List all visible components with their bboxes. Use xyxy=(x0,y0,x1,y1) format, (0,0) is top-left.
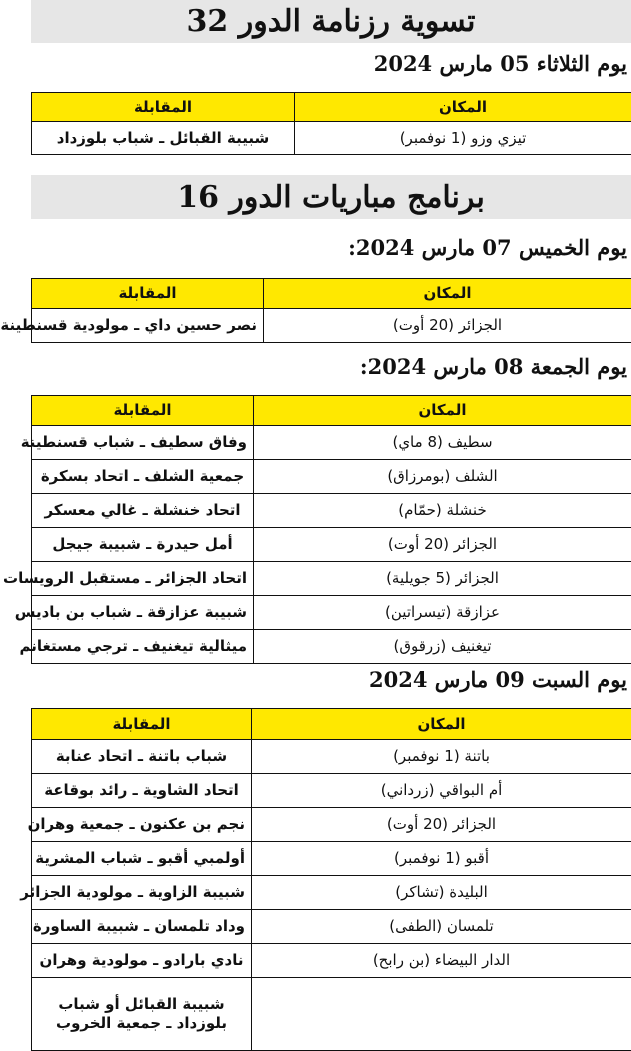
fixture-table-friday xyxy=(31,395,631,664)
fixture-table-tuesday xyxy=(31,92,631,155)
match-cell: نادي بارادو ـ مولودية وهران xyxy=(32,944,252,978)
venue-cell: الشلف (بومرزاق) xyxy=(254,460,631,494)
match-cell: جمعية الشلف ـ اتحاد بسكرة xyxy=(32,460,254,494)
match-cell: اتحاد خنشلة ـ غالي معسكر xyxy=(32,494,254,528)
table-header-row xyxy=(32,709,631,740)
header-venue: المكان xyxy=(264,279,631,309)
table-row xyxy=(32,494,631,528)
venue-cell: سطيف (8 ماي) xyxy=(254,426,631,460)
table-row xyxy=(32,562,631,596)
table-row xyxy=(32,978,631,1051)
venue-cell: تيغنيف (زرقوق) xyxy=(254,630,631,664)
header-venue: المكان xyxy=(254,396,631,426)
venue-cell: الجزائر (5 جويلية) xyxy=(254,562,631,596)
section-title-round-32: تسوية رزنامة الدور 32 xyxy=(31,0,631,43)
venue-cell: الجزائر (20 أوت) xyxy=(254,528,631,562)
match-cell: وداد تلمسان ـ شبيبة الساورة xyxy=(32,910,252,944)
venue-cell: الدار البيضاء (بن رابح) xyxy=(252,944,631,978)
table-row xyxy=(32,944,631,978)
table-row xyxy=(32,630,631,664)
venue-cell: باتنة (1 نوفمبر) xyxy=(252,740,631,774)
table-row xyxy=(32,842,631,876)
venue-cell: الجزائر (20 أوت) xyxy=(252,808,631,842)
match-cell: ميثالية تيغنيف ـ ترجي مستغانم xyxy=(32,630,254,664)
match-cell: اتحاد الشاوية ـ رائد بوقاعة xyxy=(32,774,252,808)
venue-cell: أم البواقي (زرداني) xyxy=(252,774,631,808)
table-row xyxy=(32,876,631,910)
match-cell: شبيبة عزازقة ـ شباب بن باديس xyxy=(32,596,254,630)
venue-cell: تيزي وزو (1 نوفمبر) xyxy=(295,122,631,155)
venue-cell: تلمسان (الطفى) xyxy=(252,910,631,944)
header-match: المقابلة xyxy=(32,93,295,122)
venue-cell: أقبو (1 نوفمبر) xyxy=(252,842,631,876)
match-cell: نصر حسين داي ـ مولودية قسنطينة xyxy=(32,309,264,343)
fixture-table-saturday xyxy=(31,708,631,1051)
fixture-table-thursday xyxy=(31,278,631,343)
header-venue: المكان xyxy=(295,93,631,122)
day-label-thursday: يوم الخميس 07 مارس 2024: xyxy=(35,234,627,262)
table-row xyxy=(32,808,631,842)
table-row xyxy=(32,910,631,944)
day-label-tuesday: يوم الثلاثاء 05 مارس 2024 xyxy=(35,50,627,78)
match-cell: أمل حيدرة ـ شبيبة جيجل xyxy=(32,528,254,562)
table-header-row xyxy=(32,396,631,426)
match-cell: شبيبة الزاوية ـ مولودية الجزائر xyxy=(32,876,252,910)
table-row xyxy=(32,740,631,774)
table-row xyxy=(32,309,631,343)
table-row xyxy=(32,426,631,460)
venue-cell: عزازقة (تيسراتين) xyxy=(254,596,631,630)
table-row xyxy=(32,596,631,630)
table-row xyxy=(32,122,631,155)
match-cell: نجم بن عكنون ـ جمعية وهران xyxy=(32,808,252,842)
match-cell: وفاق سطيف ـ شباب قسنطينة xyxy=(32,426,254,460)
table-row xyxy=(32,774,631,808)
section-title-round-16: برنامج مباريات الدور 16 xyxy=(31,175,631,219)
venue-cell: البليدة (تشاكر) xyxy=(252,876,631,910)
table-row xyxy=(32,528,631,562)
table-header-row xyxy=(32,93,631,122)
match-cell: اتحاد الجزائر ـ مستقبل الرويسات xyxy=(32,562,254,596)
match-cell: شباب باتنة ـ اتحاد عنابة xyxy=(32,740,252,774)
day-label-friday: يوم الجمعة 08 مارس 2024: xyxy=(35,353,627,381)
venue-cell: الجزائر (20 أوت) xyxy=(264,309,631,343)
header-venue: المكان xyxy=(252,709,631,740)
newspaper-page xyxy=(31,0,631,1036)
match-cell: أولمبي أقبو ـ شباب المشرية xyxy=(32,842,252,876)
match-cell: شبيبة القبائل ـ شباب بلوزداد xyxy=(32,122,295,155)
day-label-saturday: يوم السبت 09 مارس 2024 xyxy=(35,666,627,694)
venue-cell: خنشلة (حمّام) xyxy=(254,494,631,528)
table-row xyxy=(32,460,631,494)
venue-cell xyxy=(252,978,631,1051)
header-match: المقابلة xyxy=(32,396,254,426)
header-match: المقابلة xyxy=(32,279,264,309)
match-cell: شبيبة القبائل أو شباب بلوزداد ـ جمعية الخروب xyxy=(32,978,252,1051)
table-header-row xyxy=(32,279,631,309)
header-match: المقابلة xyxy=(32,709,252,740)
